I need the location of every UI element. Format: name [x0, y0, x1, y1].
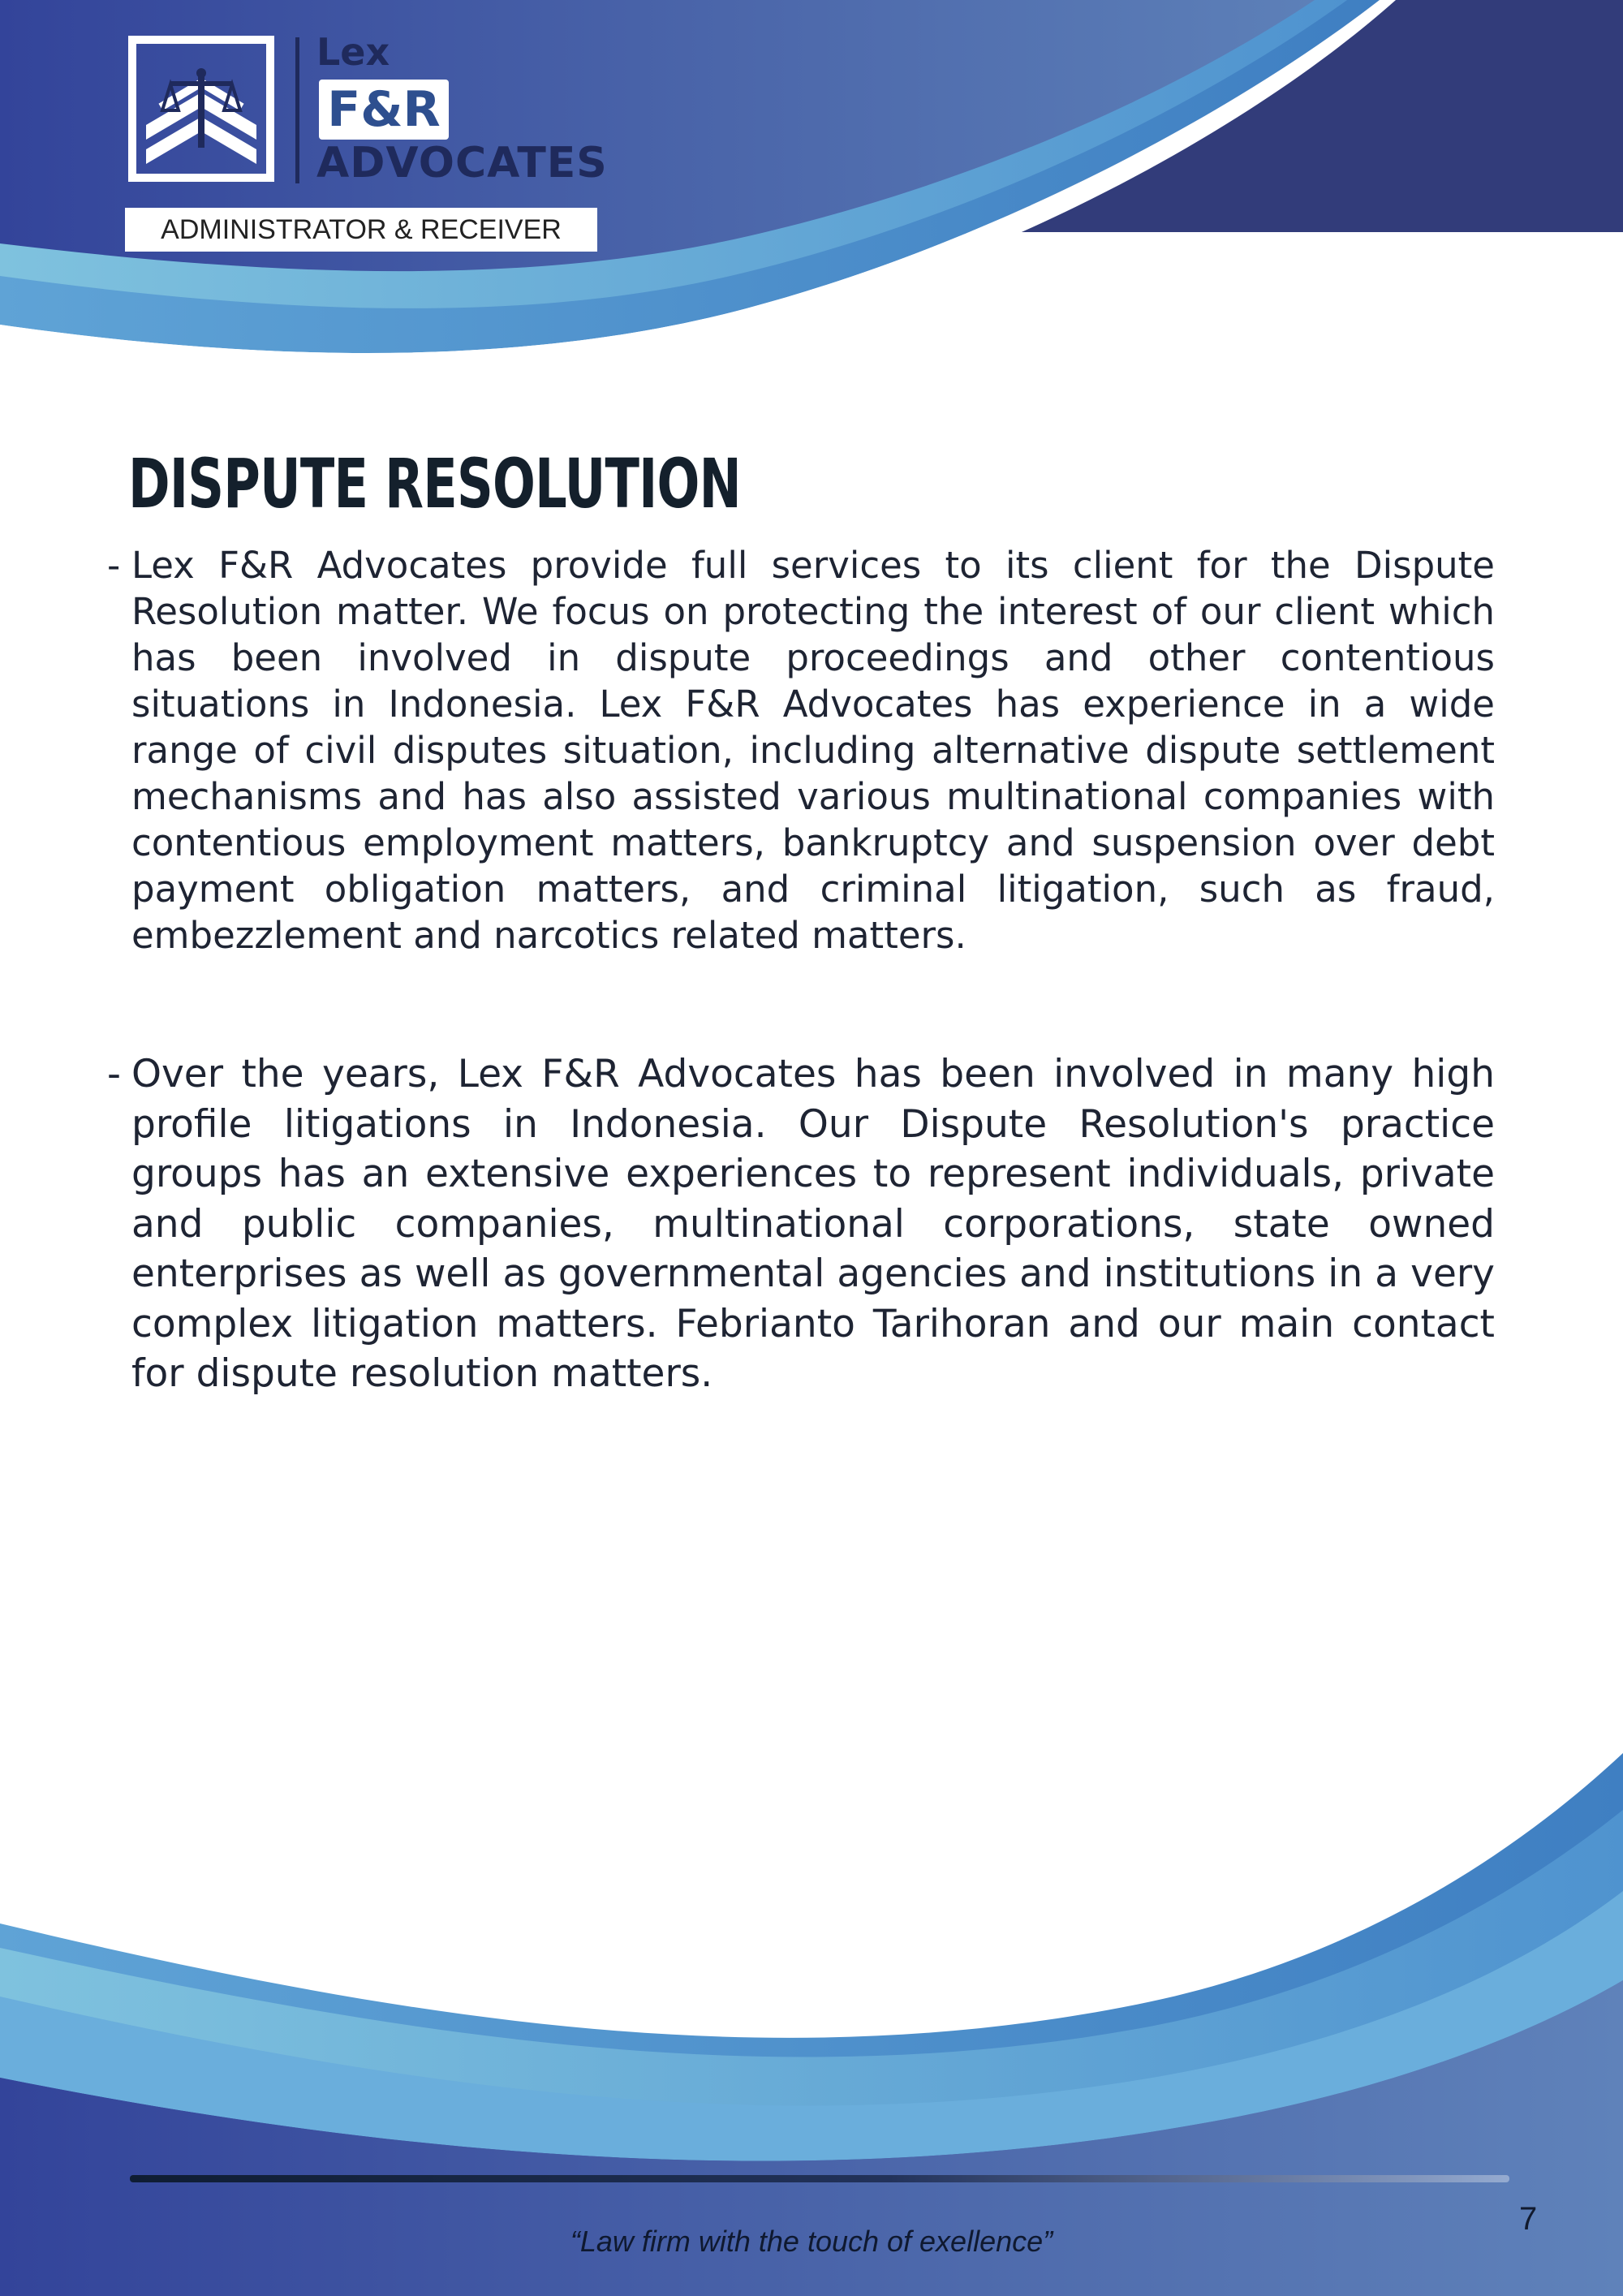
- bullet-marker: -: [107, 1052, 121, 1096]
- bullet-marker: -: [107, 544, 121, 587]
- scales-of-justice-icon: [128, 36, 274, 182]
- logo-advocates-text: ADVOCATES: [316, 139, 608, 187]
- bullet-item: [107, 1049, 1495, 1399]
- footer-tagline: “Law firm with the touch of exellence”: [570, 2225, 1053, 2258]
- logo-fr-badge: F&R: [319, 80, 449, 140]
- page-number: 7: [1519, 2201, 1538, 2237]
- footer-wave: [0, 1753, 1623, 2296]
- page-title: DISPUTE RESOLUTION: [128, 444, 741, 523]
- bullet-text: Lex F&R Advocates provide full services to its client for the Dispute Resolution matter. We focus on protecting the interest of our client which has been involved in dispute proceedings and other contentious situations in Indonesia. Lex F&R Advocates has experience in a wide range of civil disputes situation, including alternative dispute settlement mechanisms and has also assisted various multinational companies with contentious employment matters, bankruptcy and suspension over debt payment obligation matters, and criminal litigation, such as fraud, embezzlement and narcotics related matters.: [131, 544, 1495, 957]
- firm-logo: [122, 29, 609, 256]
- footer-rule: [130, 2175, 1509, 2182]
- logo-divider: [295, 37, 299, 183]
- bullet-item: [107, 542, 1495, 958]
- bullet-text: Over the years, Lex F&R Advocates has been involved in many high profile litigations in Indonesia. Our Dispute Resolution's practice groups has an extensive experiences to represent individuals, private and public companies, multinational corporations, state owned enterprises as well as governmental agencies and institutions in a very complex litigation matters. Febrianto Tarihoran and our main contact for dispute resolution matters.: [131, 1052, 1495, 1396]
- logo-lex-text: Lex: [316, 30, 390, 74]
- logo-subtitle: ADMINISTRATOR & RECEIVER: [125, 208, 597, 252]
